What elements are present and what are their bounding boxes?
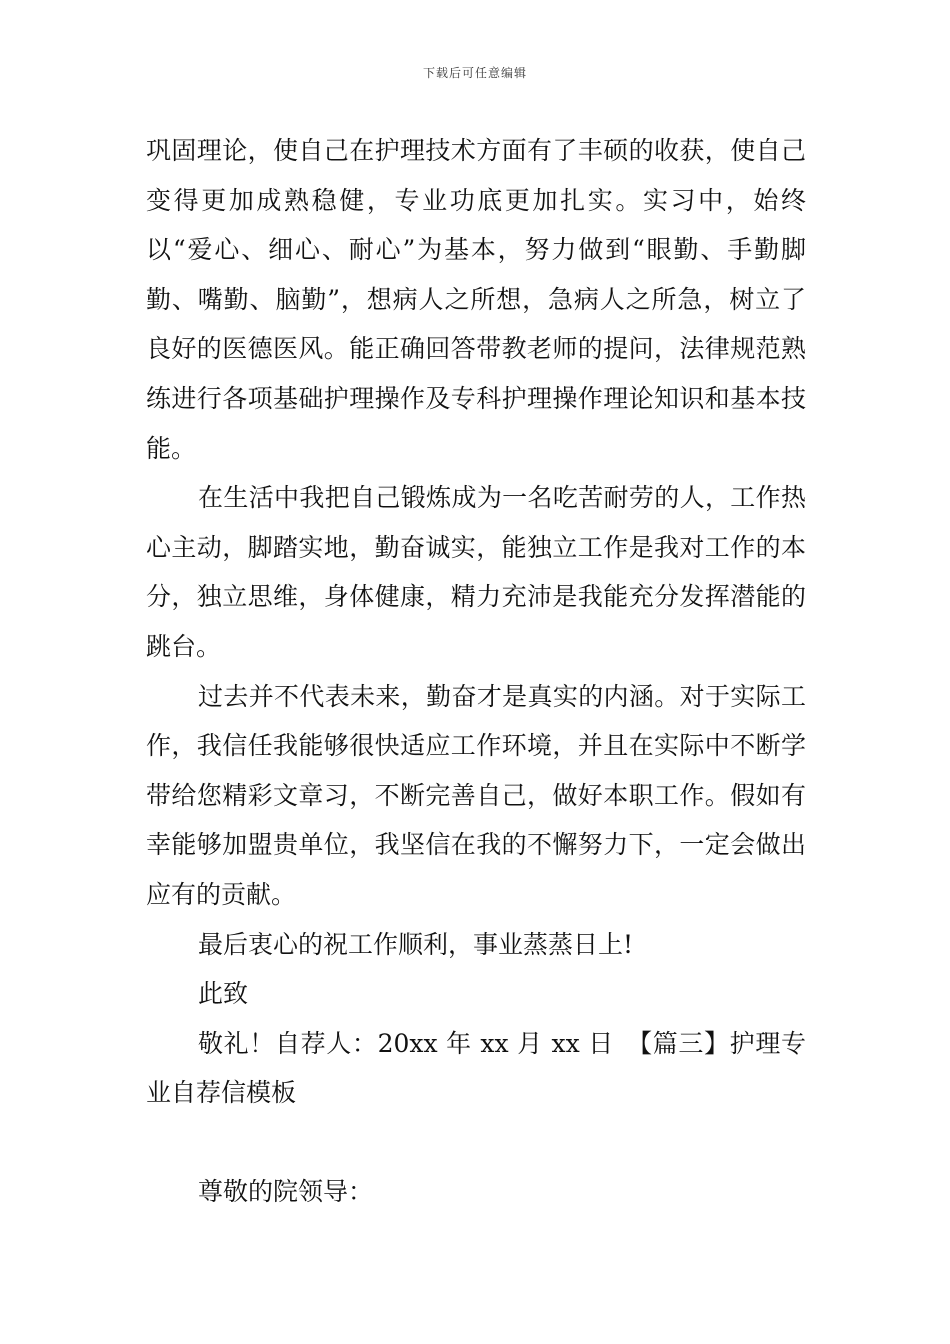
salutation: 尊敬的院领导： bbox=[198, 1177, 374, 1207]
paragraph-2: 在生活中我把自己锻炼成为一名吃苦耐劳的人，工作热心主动，脚踏实地，勤奋诚实，能独立工作是我对工作的本分，独立思维，身体健康，精力充沛是我能充分发挥潜能的跳台。 bbox=[146, 483, 806, 661]
paragraph-5: 此致 bbox=[198, 979, 249, 1009]
paragraph-6: 敬礼！自荐人：20xx 年 xx 月 xx 日 【篇三】护理专业自荐信模板 bbox=[146, 1028, 806, 1108]
paragraph-4: 最后衷心的祝工作顺利，事业蒸蒸日上! bbox=[198, 929, 634, 959]
page-header: 下载后可任意编辑 bbox=[422, 66, 527, 80]
document-body bbox=[146, 126, 806, 1217]
paragraph-3: 过去并不代表未来，勤奋才是真实的内涵。对于实际工作，我信任我能够很快适应工作环境，并且在实际中不断学带给您精彩文章习，不断完善自己，做好本职工作。假如有幸能够加盟贵单位，我坚信在我的不懈努力下，一定会做出应有的贡献。 bbox=[146, 681, 806, 909]
paragraph-1: 巩固理论，使自己在护理技术方面有了丰硕的收获，使自己变得更加成熟稳健，专业功底更加扎实。实习中，始终以“爱心、细心、耐心”为基本，努力做到“眼勤、手勤脚勤、嘴勤、脑勤”，想病人之所想，急病人之所急，树立了良好的医德医风。能正确回答带教老师的提问，法律规范熟练进行各项基础护理操作及专科护理操作理论知识和基本技能。 bbox=[146, 136, 806, 463]
blank-line bbox=[146, 1118, 806, 1168]
